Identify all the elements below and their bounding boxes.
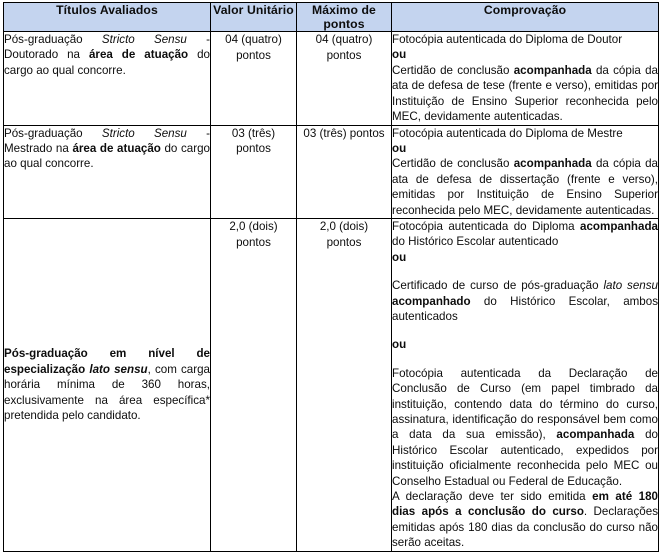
titulo-text-part: Pós-graduação xyxy=(4,126,102,140)
comprovacao-text-bold: acompanhada xyxy=(513,157,592,171)
comprovacao-line: Fotocópia autenticada do Diploma de Mestre xyxy=(392,126,623,140)
comprovacao-text-part: Fotocópia autenticada da Declaração de Conclusão de Curso (em papel timbrado da instituição, contendo data do término do curso, assinatura, identificação do responsável bem como a data da sua emissão), xyxy=(392,366,658,442)
comprovacao-text-bold: em até 180 dias após a conclusão do curso xyxy=(392,490,658,519)
valor-line2: pontos xyxy=(236,235,271,249)
table-row xyxy=(4,32,659,125)
comprovacao-text-part: da cópia da ata de defesa de dissertação (frente e verso), emitidas por Instituição de Ensino Superior reconhecida pelo MEC, devidamente autenticadas. xyxy=(392,157,659,217)
comprovacao-conector-ou: ou xyxy=(392,48,407,62)
comprovacao-paragraph xyxy=(392,219,658,250)
comprovacao-text-bold: acompanhada xyxy=(556,428,635,442)
valor-line1: 04 (quatro) xyxy=(225,33,282,47)
titulo-text-bold: área de atuação xyxy=(88,48,189,62)
maximo-line1: 2,0 (dois) xyxy=(319,219,369,233)
titulo-text-italic: Stricto Sensu xyxy=(101,33,187,47)
comprovacao-conector-ou: ou xyxy=(392,141,407,155)
cell-valor-unitario-mestrado xyxy=(211,125,297,218)
comprovacao-text-part: do Histórico Escolar autenticado xyxy=(392,235,559,249)
cell-valor-unitario-doutorado xyxy=(211,32,297,125)
cell-maximo-pontos-doutorado xyxy=(297,32,392,125)
comprovacao-text-bold: acompanhada xyxy=(513,63,592,77)
comprovacao-paragraph xyxy=(392,156,658,218)
comprovacao-text-part: Fotocópia autenticada do Diploma xyxy=(392,219,581,233)
comprovacao-text-part: A declaração deve ter sido emitida xyxy=(392,490,593,504)
table-row xyxy=(4,218,659,551)
titulo-text-part: do cargo ao qual concorre. xyxy=(4,141,210,171)
maximo-line2: pontos xyxy=(326,48,362,62)
valor-line1: 03 (três) xyxy=(231,126,276,140)
titulo-text-italic: Stricto Sensu xyxy=(101,126,187,140)
comprovacao-paragraph xyxy=(392,366,658,489)
column-header-maximo-pontos-line2: pontos xyxy=(323,17,365,32)
comprovacao-spacer xyxy=(392,265,658,278)
cell-titulo-mestrado xyxy=(4,125,211,218)
table-body xyxy=(4,32,659,552)
comprovacao-paragraph xyxy=(392,489,658,551)
column-header-maximo-pontos-line1: Máximo de xyxy=(312,3,376,17)
titulo-text-bold-italic: lato sensu xyxy=(89,362,148,376)
column-header-titulos-avaliados: Títulos Avaliados xyxy=(4,3,211,32)
comprovacao-text-part: . Declarações emitidas após 180 dias da conclusão do curso não serão aceitas. xyxy=(392,505,658,550)
comprovacao-text-part: do Histórico Escolar, ambos autenticados xyxy=(392,294,658,323)
table-header xyxy=(4,3,659,32)
titulo-text-part: , com carga horária mínima de 360 horas, exclusivamente na área específica* pretendida pelo candidato. xyxy=(4,362,210,423)
table-row xyxy=(4,125,659,218)
cell-valor-unitario-especializacao xyxy=(211,218,297,551)
maximo-line1: 03 (três) pontos xyxy=(303,126,385,140)
cell-comprovacao-mestrado xyxy=(392,125,659,218)
comprovacao-conector-ou: ou xyxy=(392,338,407,352)
comprovacao-text-part: Certidão de conclusão xyxy=(392,63,514,77)
comprovacao-text-part: do Histórico Escolar autenticado, expedidos por instituição oficialmente reconhecida pelo MEC ou Conselho Estadual ou Federal de Educação. xyxy=(392,428,658,488)
comprovacao-spacer xyxy=(392,324,658,337)
titulo-text-bold: área de atuação xyxy=(72,141,161,155)
cell-comprovacao-especializacao xyxy=(392,218,659,551)
cell-comprovacao-doutorado xyxy=(392,32,659,125)
table-header-row xyxy=(4,3,659,32)
column-header-comprovacao: Comprovação xyxy=(392,3,659,32)
comprovacao-text-bold: acompanhado xyxy=(392,294,471,308)
comprovacao-conector-ou: ou xyxy=(392,250,407,264)
comprovacao-text-part: da cópia da ata de defesa de tese (frente e verso), emitidas por Instituição de Ensino Superior reconhecida pelo MEC, devidamente autenticadas. xyxy=(392,63,659,124)
comprovacao-text-italic: lato sensu xyxy=(603,279,658,293)
cell-titulo-doutorado xyxy=(4,32,211,125)
column-header-valor-unitario: Valor Unitário xyxy=(211,3,297,32)
comprovacao-paragraph xyxy=(392,63,658,125)
maximo-line1: 04 (quatro) xyxy=(315,33,373,47)
comprovacao-text-part: Certidão de conclusão xyxy=(392,157,514,171)
cell-titulo-especializacao xyxy=(4,218,211,551)
cell-maximo-pontos-mestrado xyxy=(297,125,392,218)
comprovacao-paragraph xyxy=(392,278,658,324)
valor-line2: pontos xyxy=(236,142,271,156)
titulo-text-bold: Pós-graduação em nível de especialização xyxy=(4,347,210,376)
titulo-text-part: do cargo ao qual concorre. xyxy=(4,48,210,77)
document-page xyxy=(0,2,662,551)
comprovacao-text-part: Certificado de curso de pós-graduação xyxy=(392,279,604,293)
valor-line1: 2,0 (dois) xyxy=(229,219,278,233)
titulo-text-part: Pós-graduação xyxy=(4,33,102,47)
comprovacao-text-bold: acompanhada xyxy=(580,219,658,233)
titulo-text-part: - Doutorado na xyxy=(4,33,210,62)
titulo-text-part: - Mestrado na xyxy=(4,126,210,155)
valor-line2: pontos xyxy=(236,48,271,62)
maximo-line2: pontos xyxy=(326,235,362,249)
column-header-maximo-pontos xyxy=(297,3,392,32)
comprovacao-spacer xyxy=(392,353,658,366)
titulos-avaliados-table xyxy=(3,2,659,552)
comprovacao-line: Fotocópia autenticada do Diploma de Doutor xyxy=(392,33,623,47)
cell-maximo-pontos-especializacao xyxy=(297,218,392,551)
